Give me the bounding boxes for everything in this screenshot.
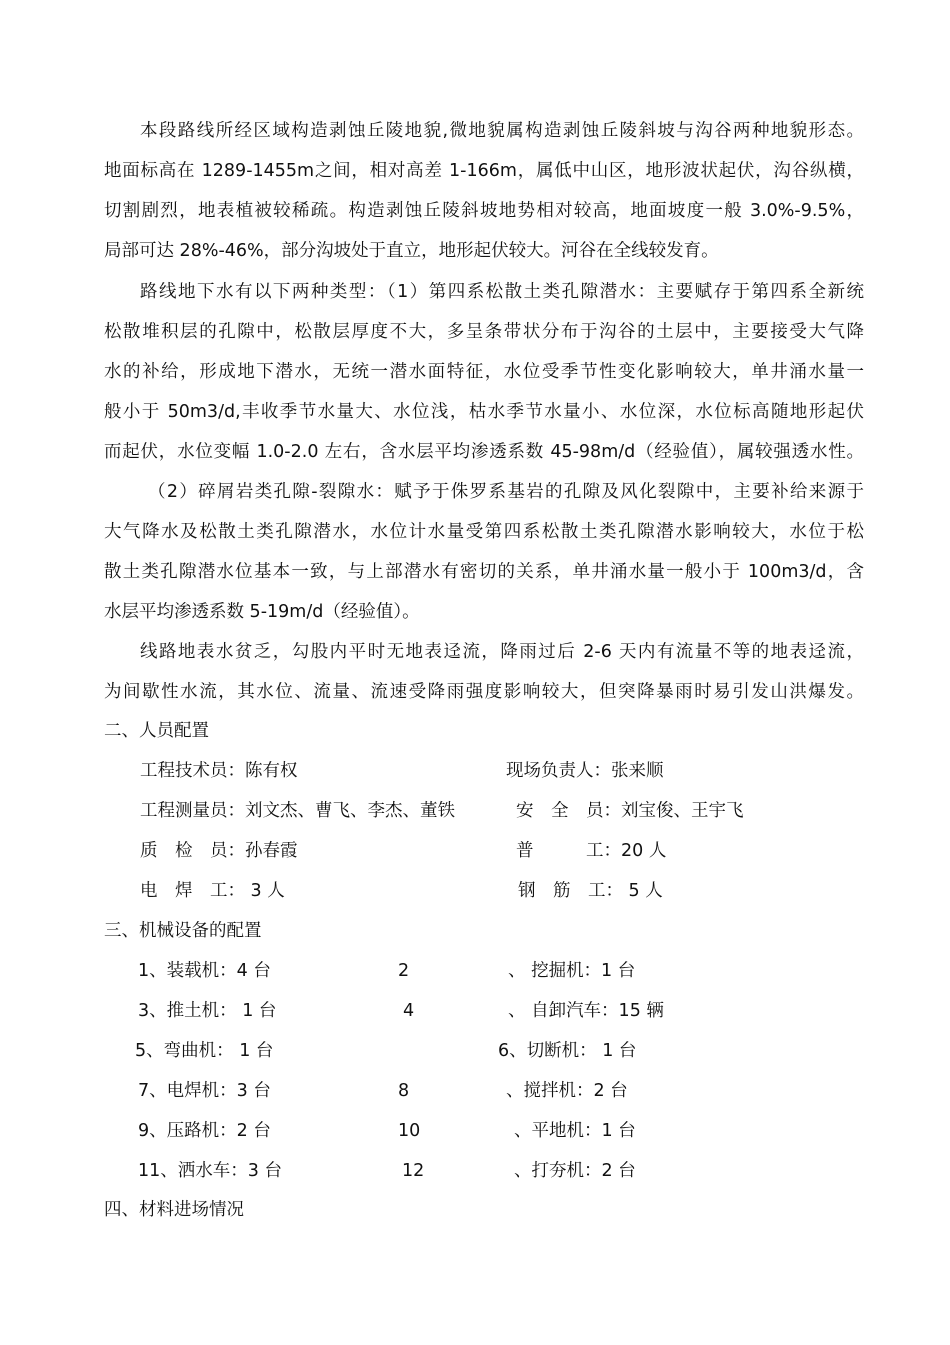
- personnel-left: 工程技术员：陈有权: [140, 761, 298, 781]
- paragraph-line: 般小于 50m3/d,丰收季节水量大、水位浅，枯水季节水量小、水位深，水位标高随地形起伏: [104, 402, 864, 422]
- equipment-number: 8: [398, 1081, 410, 1101]
- personnel-left: 电 焊 工： 3 人: [140, 881, 285, 901]
- equipment-item: 7、电焊机：3 台: [138, 1081, 271, 1101]
- paragraph-line: 本段路线所经区域构造剥蚀丘陵地貌,微地貌属构造剥蚀丘陵斜坡与沟谷两种地貌形态。: [140, 121, 864, 141]
- paragraph-line: 散土类孔隙潜水位基本一致，与上部潜水有密切的关系，单井涌水量一般小于 100m3/d，含: [104, 562, 864, 582]
- paragraph-line: 大气降水及松散土类孔隙潜水，水位计水量受第四系松散土类孔隙潜水影响较大，水位于松: [104, 522, 864, 542]
- paragraph-line: 水的补给，形成地下潜水，无统一潜水面特征，水位受季节性变化影响较大，单井涌水量一: [104, 362, 864, 382]
- paragraph-line: （2）碎屑岩类孔隙-裂隙水：赋予于侏罗系基岩的孔隙及风化裂隙中，主要补给来源于: [148, 482, 864, 502]
- equipment-number: 2: [398, 961, 410, 981]
- equipment-number: 12: [402, 1161, 425, 1181]
- paragraph-line: 切割剧烈，地表植被较稀疏。构造剥蚀丘陵斜坡地势相对较高，地面坡度一般 3.0%-9.5%，: [104, 201, 864, 221]
- equipment-number: 10: [398, 1121, 421, 1141]
- personnel-right: 钢 筋 工： 5 人: [518, 881, 663, 901]
- equipment-number: 4: [403, 1001, 415, 1021]
- paragraph-line: 松散堆积层的孔隙中，松散层厚度不大，多呈条带状分布于沟谷的土层中，主要接受大气降: [104, 322, 864, 342]
- personnel-left: 质 检 员：孙春霞: [140, 841, 298, 861]
- paragraph-line: 水层平均渗透系数 5-19m/d（经验值）。: [104, 602, 420, 622]
- equipment-item: 1、装载机：4 台: [138, 961, 271, 981]
- equipment-item: 、搅拌机：2 台: [506, 1081, 628, 1101]
- equipment-item: 5、弯曲机： 1 台: [135, 1041, 274, 1061]
- paragraph-line: 局部可达 28%-46%，部分沟坡处于直立，地形起伏较大。河谷在全线较发育。: [104, 241, 719, 261]
- paragraph-line: 线路地表水贫乏，勾股内平时无地表迳流，降雨过后 2-6 天内有流量不等的地表迳流，: [140, 642, 864, 662]
- equipment-item: 9、压路机：2 台: [138, 1121, 271, 1141]
- paragraph-line: 路线地下水有以下两种类型：（1）第四系松散土类孔隙潜水：主要赋存于第四系全新统: [140, 282, 864, 302]
- section-heading-equipment: 三、机械设备的配置: [104, 921, 262, 941]
- section-heading-personnel: 二、人员配置: [104, 721, 209, 741]
- paragraph-line: 为间歇性水流，其水位、流量、流速受降雨强度影响较大，但突降暴雨时易引发山洪爆发。: [104, 682, 864, 702]
- personnel-right: 现场负责人：张来顺: [506, 761, 664, 781]
- equipment-item: 、打夯机：2 台: [514, 1161, 636, 1181]
- equipment-item: 、 自卸汽车：15 辆: [508, 1001, 664, 1021]
- personnel-left: 工程测量员：刘文杰、曹飞、李杰、董铁: [140, 801, 455, 821]
- equipment-item: 、 挖掘机：1 台: [508, 961, 636, 981]
- paragraph-line: 地面标高在 1289-1455m之间，相对高差 1-166m，属低中山区，地形波状起伏，沟谷纵横，: [104, 161, 864, 181]
- equipment-item: 6、切断机： 1 台: [498, 1041, 637, 1061]
- section-heading-materials: 四、材料进场情况: [104, 1200, 244, 1220]
- personnel-right: 普 工：20 人: [516, 841, 667, 861]
- equipment-item: 、平地机：1 台: [514, 1121, 636, 1141]
- equipment-item: 11、洒水车：3 台: [138, 1161, 282, 1181]
- paragraph-line: 而起伏，水位变幅 1.0-2.0 左右，含水层平均渗透系数 45-98m/d（经验值），属较强透水性。: [104, 442, 864, 462]
- equipment-item: 3、推土机： 1 台: [138, 1001, 277, 1021]
- personnel-right: 安 全 员：刘宝俊、王宇飞: [516, 801, 744, 821]
